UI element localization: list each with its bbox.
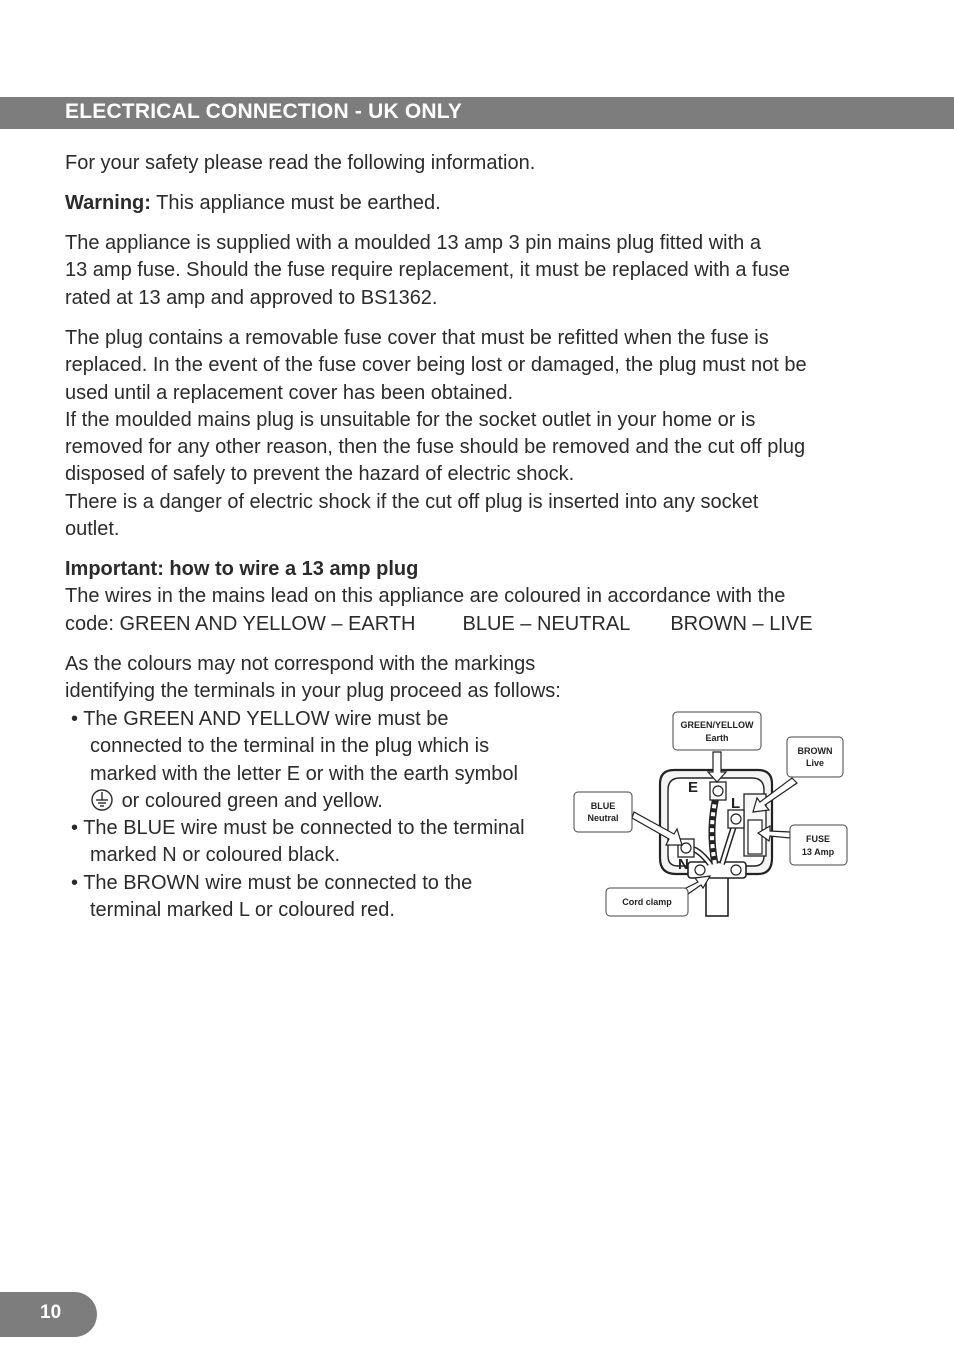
- callout-live-title: BROWN: [797, 746, 833, 756]
- callout-earth: [673, 712, 761, 750]
- callout-live: [787, 737, 843, 777]
- text-line: marked with the letter E or with the earth symbol: [90, 762, 518, 785]
- clamp-screw: [695, 865, 705, 875]
- intro-text: For your safety please read the following information.: [65, 152, 536, 174]
- text-line: If the moulded mains plug is unsuitable for the socket outlet in your home or is: [65, 408, 756, 431]
- warning-text: This appliance must be earthed.: [150, 192, 441, 214]
- callout-fuse-title: FUSE: [805, 834, 831, 844]
- warning-label: Warning:: [65, 192, 151, 214]
- code-live: BROWN – LIVE: [670, 612, 813, 635]
- callout-fuse-sub: 13 Amp: [801, 847, 835, 857]
- text-line: terminal marked L or coloured red.: [90, 899, 395, 922]
- text-line: connected to the terminal in the plug which is: [90, 735, 490, 758]
- text-line: There is a danger of electric shock if the cut off plug is inserted into any socket: [65, 490, 759, 513]
- callout-earth-title: GREEN/YELLOW: [680, 720, 754, 730]
- terminal-l-label: L: [731, 795, 741, 812]
- bullet-green-yellow: • The GREEN AND YELLOW wire must be: [71, 708, 449, 730]
- text-line: The appliance is supplied with a moulded 13 amp 3 pin mains plug fitted with a: [65, 232, 761, 254]
- text-line: or coloured green and yellow.: [121, 789, 383, 812]
- text-line: marked N or coloured black.: [90, 844, 341, 867]
- terminal-screw: [731, 814, 741, 824]
- callout-live-sub: Live: [805, 758, 825, 768]
- bullet-blue: • The BLUE wire must be connected to the terminal: [71, 817, 525, 840]
- section-title: ELECTRICAL CONNECTION - UK ONLY: [65, 100, 463, 123]
- fuse: [748, 820, 762, 854]
- text-line: rated at 13 amp and approved to BS1362.: [65, 286, 438, 309]
- callout-neutral: [574, 792, 632, 832]
- text-line: outlet.: [65, 518, 120, 541]
- terminal-screw: [713, 786, 723, 796]
- callout-cord-clamp-label: Cord clamp: [622, 897, 672, 907]
- paragraph-fuse-cover: [65, 325, 807, 543]
- page-number: 10: [40, 1302, 62, 1323]
- callout-fuse: [790, 825, 847, 865]
- text-line: used until a replacement cover has been obtained.: [65, 381, 514, 404]
- text-line: The wires in the mains lead on this appliance are coloured in accordance with the: [65, 585, 786, 608]
- callout-earth-sub: Earth: [705, 733, 729, 743]
- paragraph-fuse-info: [65, 230, 790, 312]
- colour-code-line: [65, 611, 813, 638]
- terminal-n-label: N: [678, 856, 689, 873]
- plug-wiring-diagram: [570, 708, 860, 922]
- text-line: The plug contains a removable fuse cover that must be refitted when the fuse is: [65, 327, 769, 349]
- wiring-instructions-list: [65, 706, 525, 924]
- warning-paragraph: [65, 190, 441, 217]
- callout-neutral-title: BLUE: [590, 801, 616, 811]
- text-line-with-symbol: [65, 788, 525, 815]
- code-neutral: BLUE – NEUTRAL: [462, 612, 631, 635]
- terminal-screw: [681, 843, 691, 853]
- important-heading: Important: how to wire a 13 amp plug: [65, 558, 419, 580]
- text-line: replaced. In the event of the fuse cover being lost or damaged, the plug must not be: [65, 354, 807, 377]
- wiring-important-section: [65, 556, 813, 638]
- clamp-screw: [731, 865, 741, 875]
- callout-neutral-sub: Neutral: [587, 813, 619, 823]
- text-line: identifying the terminals in your plug proceed as follows:: [65, 680, 561, 703]
- text-line: disposed of safely to prevent the hazard of electric shock.: [65, 463, 575, 486]
- code-earth: code: GREEN AND YELLOW – EARTH: [65, 612, 416, 635]
- page-number-tab: [0, 1292, 97, 1337]
- earth-symbol-icon: [90, 789, 116, 811]
- section-header: [0, 97, 954, 129]
- text-line: removed for any other reason, then the fuse should be removed and the cut off plug: [65, 436, 806, 459]
- terminal-e-label: E: [688, 779, 699, 796]
- bullet-brown: • The BROWN wire must be connected to the: [71, 871, 473, 894]
- text-line: 13 amp fuse. Should the fuse require replacement, it must be replaced with a fuse: [65, 259, 790, 282]
- colours-intro: [65, 651, 561, 706]
- text-line: As the colours may not correspond with the markings: [65, 653, 536, 675]
